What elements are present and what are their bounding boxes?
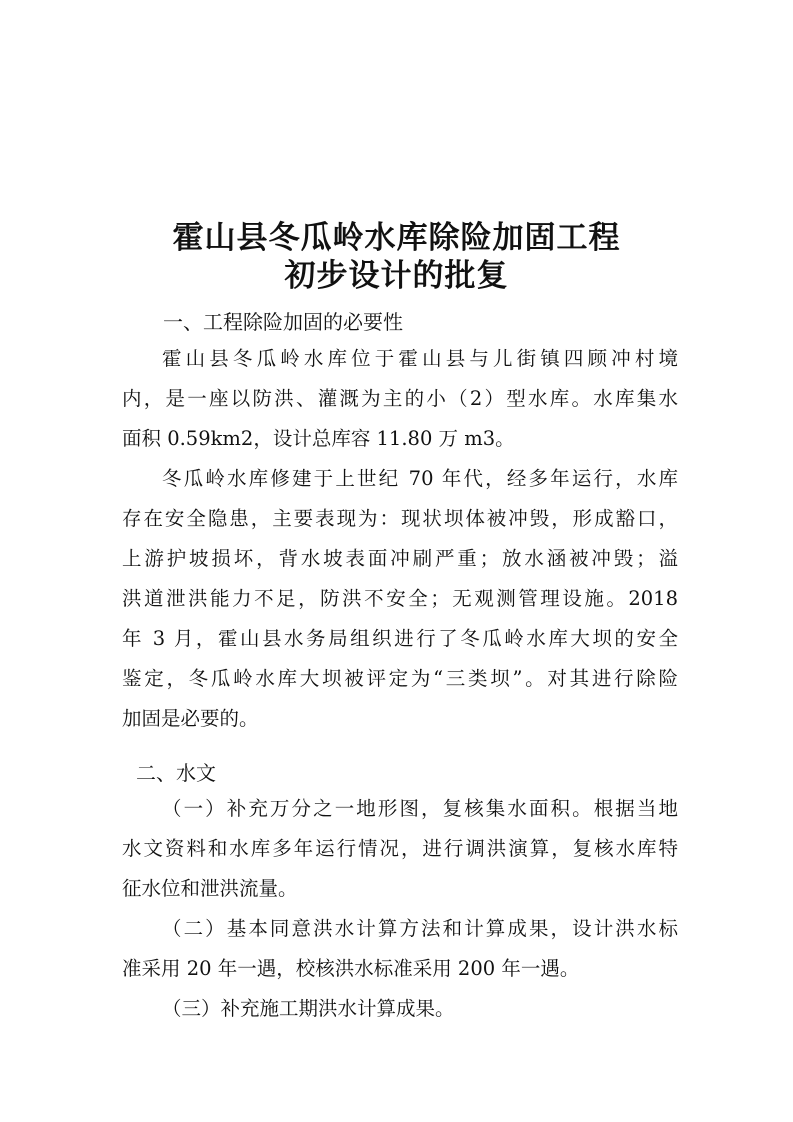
paragraph-line: 上游护坡损坏，背水坡表面冲刷严重；放水涵被冲毁；溢 xyxy=(122,547,678,570)
paragraph-line: （三）补充施工期洪水计算成果。 xyxy=(162,997,455,1020)
paragraph-line: 准采用 20 年一遇，校核洪水标准采用 200 年一遇。 xyxy=(122,957,580,980)
section-2-heading: 二、水文 xyxy=(136,761,216,785)
paragraph-line: （一）补充万分之一地形图，复核集水面积。根据当地 xyxy=(162,797,678,820)
paragraph-line: （二）基本同意洪水计算方法和计算成果，设计洪水标 xyxy=(162,917,678,940)
paragraph-line: 面积 0.59km2，设计总库容 11.80 万 m3。 xyxy=(122,427,515,450)
paragraph-line: 内，是一座以防洪、灌溉为主的小（2）型水库。水库集水 xyxy=(122,387,678,410)
section-1-heading: 一、工程除险加固的必要性 xyxy=(163,310,403,334)
paragraph-line: 冬瓜岭水库修建于上世纪 70 年代，经多年运行，水库 xyxy=(162,467,678,490)
paragraph-line: 水文资料和水库多年运行情况，进行调洪演算，复核水库特 xyxy=(122,837,678,860)
paragraph-line: 加固是必要的。 xyxy=(122,707,259,730)
paragraph-line: 鉴定，冬瓜岭水库大坝被评定为“三类坝”。对其进行除险 xyxy=(122,667,678,690)
paragraph-line: 年 3 月，霍山县水务局组织进行了冬瓜岭水库大坝的安全 xyxy=(122,627,678,650)
document-title-line-2: 初步设计的批复 xyxy=(284,258,509,294)
paragraph-line: 征水位和泄洪流量。 xyxy=(122,877,298,900)
paragraph-line: 洪道泄洪能力不足，防洪不安全；无观测管理设施。2018 xyxy=(122,587,678,610)
paragraph-line: 存在安全隐患，主要表现为：现状坝体被冲毁，形成豁口， xyxy=(122,507,678,530)
document-title-line-1: 霍山县冬瓜岭水库除险加固工程 xyxy=(172,220,621,256)
paragraph-line: 霍山县冬瓜岭水库位于霍山县与儿街镇四顾冲村境 xyxy=(162,347,678,370)
